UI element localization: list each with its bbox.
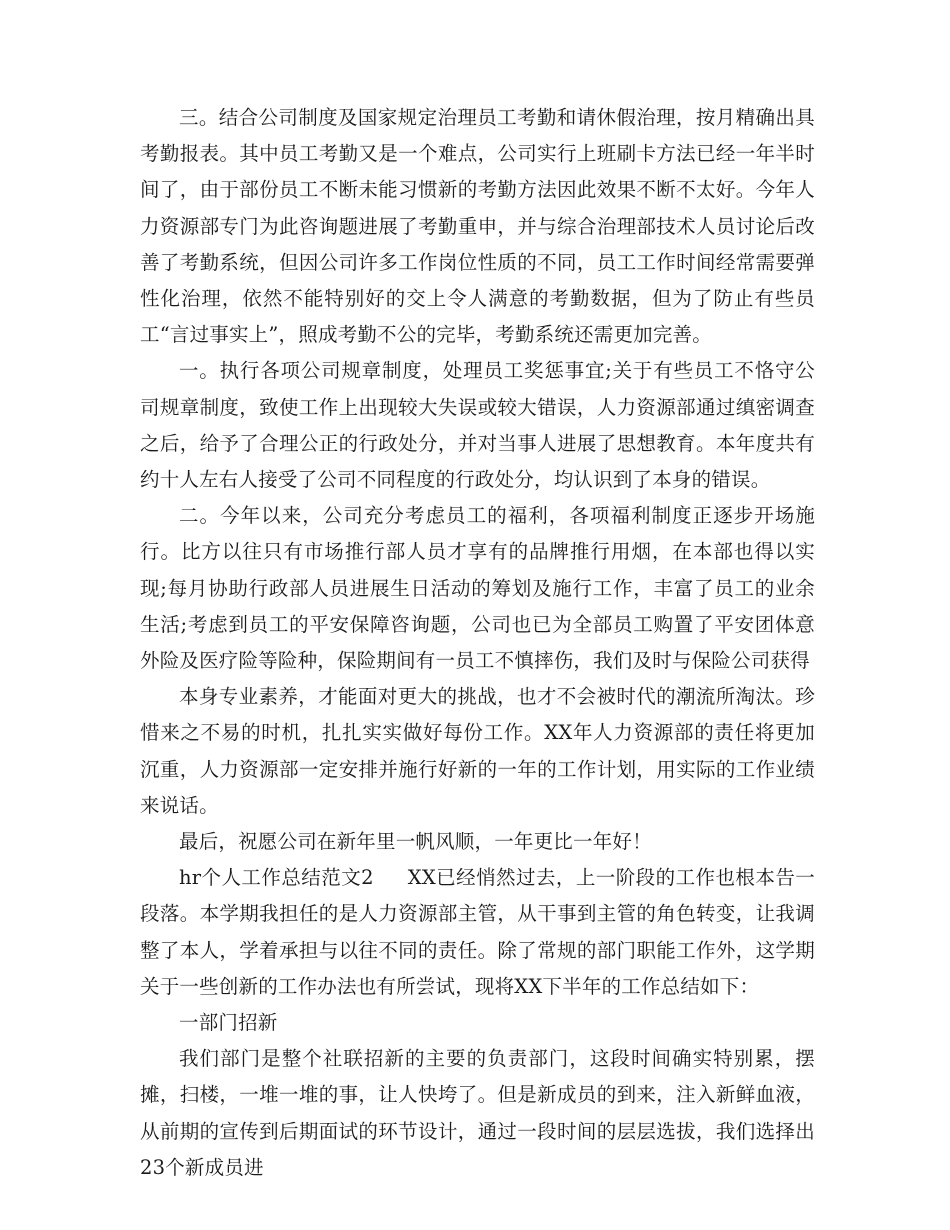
section-intro-text: XX已经悄然过去，上一阶段的工作也根本告一段落。本学期我担任的是人力资源部主管，从干事到主管的角色转变，让我调整了本人，学着承担与以往不同的责任。除了常规的部门职能工作外，这学期关于一些创新的工作办法也有所尝试，现将XX下半年的工作总结如下： [140, 866, 815, 998]
paragraph-discipline: 一。执行各项公司规章制度，处理员工奖惩事宜;关于有些员工不恪守公司规章制度，致使工作上出现较大失误或较大错误，人力资源部通过缜密调查之后，给予了合理公正的行政处分，并对当事人进展了思想教育。本年度共有约十人左右人接受了公司不同程度的行政处分，均认识到了本身的错误。 [140, 359, 815, 492]
paragraph-recruitment: 我们部门是整个社联招新的主要的负责部门，这段时间确实特别累，摆摊，扫楼，一堆一堆的事，让人快垮了。但是新成员的到来，注入新鲜血液，从前期的宣传到后期面试的环节设计，通过一段时间的层层选拔，我们选择出23个新成员进 [140, 1047, 815, 1179]
paragraph-outlook: 本身专业素养，才能面对更大的挑战，也才不会被时代的潮流所淘汰。珍惜来之不易的时机，扎扎实实做好每份工作。XX年人力资源部的责任将更加沉重，人力资源部一定安排并施行好新的一年的工作计划，用实际的工作业绩来说话。 [140, 685, 815, 817]
paragraph-welfare: 二。今年以来，公司充分考虑员工的福利，各项福利制度正逐步开场施行。比方以往只有市场推行部人员才享有的品牌推行用烟，在本部也得以实现;每月协助行政部人员进展生日活动的筹划及施行工作，丰富了员工的业余生活;考虑到员工的平安保障咨询题，公司也已为全部员工购置了平安团体意外险及医疗险等险种，保险期间有一员工不慎摔伤，我们及时与保险公司获得 [140, 504, 815, 673]
paragraph-attendance: 三。结合公司制度及国家规定治理员工考勤和请休假治理，按月精确出具考勤报表。其中员工考勤又是一个难点，公司实行上班刷卡方法已经一年半时间了，由于部份员工不断未能习惯新的考勤方法因此效果不断不太好。今年人力资源部专门为此咨询题进展了考勤重申，并与综合治理部技术人员讨论后改善了考勤系统，但因公司许多工作岗位性质的不同，员工工作时间经常需要弹性化治理，依然不能特别好的交上令人满意的考勤数据，但为了防止有些员工“言过事实上”，照成考勤不公的完毕，考勤系统还需更加完善。 [140, 106, 815, 347]
paragraph-closing-wish: 最后，祝愿公司在新年里一帆风顺，一年更比一年好！ [179, 830, 652, 854]
paragraph-section-intro [140, 860, 815, 1005]
subheading-recruitment: 一部门招新 [179, 1011, 278, 1035]
section-title: hr个人工作总结范文2 [179, 866, 374, 890]
document-body [140, 100, 815, 1186]
